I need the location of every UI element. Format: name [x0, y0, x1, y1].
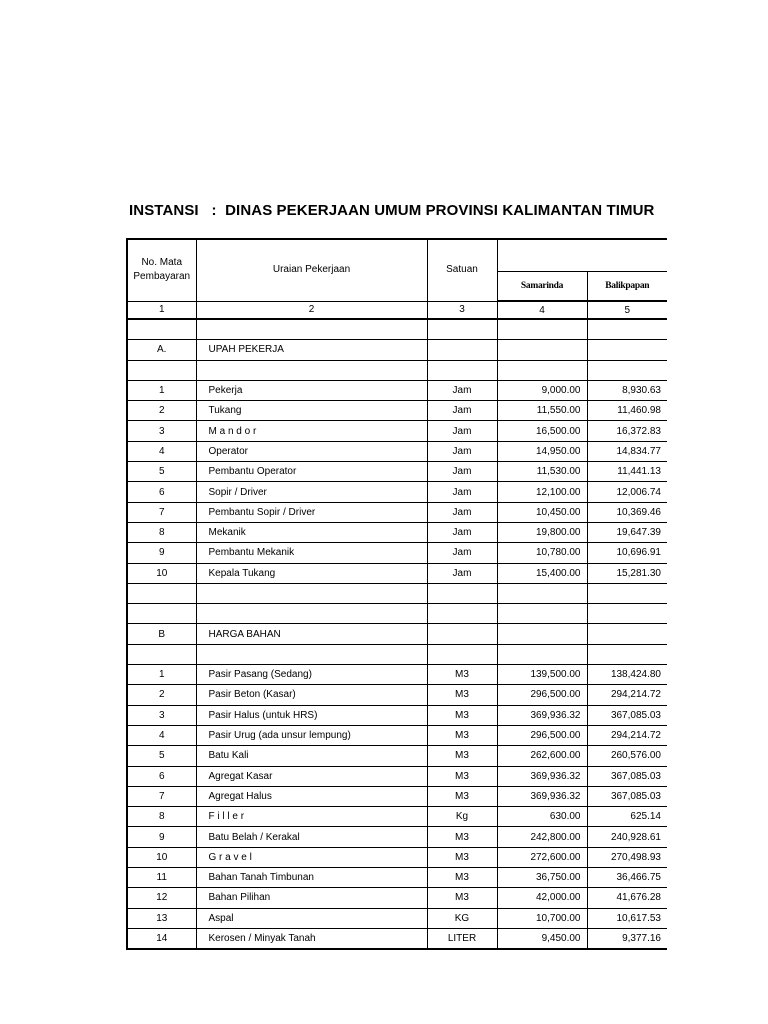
row-price-balikpapan: 240,928.61	[587, 827, 667, 847]
row-description: Pasir Beton (Kasar)	[196, 685, 427, 705]
row-unit	[427, 624, 497, 644]
row-unit: Jam	[427, 380, 497, 400]
row-description: Aspal	[196, 908, 427, 928]
row-price-balikpapan: 138,424.80	[587, 665, 667, 685]
table-row	[127, 786, 667, 806]
table-row	[127, 543, 667, 563]
row-unit: M3	[427, 868, 497, 888]
row-price-balikpapan: 270,498.93	[587, 847, 667, 867]
row-price-balikpapan: 294,214.72	[587, 725, 667, 745]
row-price-samarinda: 14,950.00	[497, 441, 587, 461]
row-number	[127, 644, 196, 664]
header-no: No. Mata Pembayaran	[127, 239, 196, 301]
row-number: 1	[127, 665, 196, 685]
row-description	[196, 604, 427, 624]
row-price-balikpapan: 12,006.74	[587, 482, 667, 502]
row-unit: Jam	[427, 502, 497, 522]
row-description	[196, 583, 427, 603]
row-price-balikpapan: 41,676.28	[587, 888, 667, 908]
table-row	[127, 604, 667, 624]
table-row	[127, 380, 667, 400]
row-unit: M3	[427, 725, 497, 745]
row-price-balikpapan: 16,372.83	[587, 421, 667, 441]
row-number: 10	[127, 847, 196, 867]
row-price-samarinda: 36,750.00	[497, 868, 587, 888]
row-number: 2	[127, 401, 196, 421]
column-number: 1	[127, 301, 196, 319]
row-description: UPAH PEKERJA	[196, 340, 427, 360]
header-satuan: Satuan	[427, 239, 497, 301]
row-unit: Jam	[427, 482, 497, 502]
row-price-samarinda	[497, 604, 587, 624]
row-price-balikpapan: 15,281.30	[587, 563, 667, 583]
row-price-balikpapan	[587, 583, 667, 603]
row-price-samarinda: 10,780.00	[497, 543, 587, 563]
row-price-balikpapan	[587, 340, 667, 360]
row-unit: M3	[427, 827, 497, 847]
row-number	[127, 604, 196, 624]
row-price-balikpapan: 11,441.13	[587, 462, 667, 482]
row-unit: Kg	[427, 807, 497, 827]
row-description: Sopir / Driver	[196, 482, 427, 502]
header-uraian: Uraian Pekerjaan	[196, 239, 427, 301]
row-unit	[427, 319, 497, 340]
row-unit: Jam	[427, 543, 497, 563]
table-row	[127, 908, 667, 928]
row-price-samarinda: 42,000.00	[497, 888, 587, 908]
row-unit: M3	[427, 766, 497, 786]
row-unit: KG	[427, 908, 497, 928]
row-unit: M3	[427, 786, 497, 806]
row-description: Pembantu Sopir / Driver	[196, 502, 427, 522]
row-number	[127, 583, 196, 603]
row-price-samarinda: 11,550.00	[497, 401, 587, 421]
table-row	[127, 340, 667, 360]
column-number: 2	[196, 301, 427, 319]
row-description: Tukang	[196, 401, 427, 421]
row-price-balikpapan	[587, 624, 667, 644]
row-description: Pasir Halus (untuk HRS)	[196, 705, 427, 725]
header-city-samarinda: Samarinda	[497, 272, 587, 302]
row-price-samarinda	[497, 644, 587, 664]
row-price-samarinda	[497, 319, 587, 340]
row-unit: LITER	[427, 928, 497, 949]
row-unit: Jam	[427, 441, 497, 461]
table-row	[127, 563, 667, 583]
row-price-balikpapan: 260,576.00	[587, 746, 667, 766]
row-price-balikpapan: 36,466.75	[587, 868, 667, 888]
row-number: 14	[127, 928, 196, 949]
row-unit: M3	[427, 888, 497, 908]
row-unit: Jam	[427, 462, 497, 482]
row-price-balikpapan: 367,085.03	[587, 786, 667, 806]
row-number: 8	[127, 807, 196, 827]
page-title: INSTANSI : DINAS PEKERJAAN UMUM PROVINSI KALIMANTAN TIMUR	[129, 202, 655, 219]
table-row	[127, 522, 667, 542]
row-number: 2	[127, 685, 196, 705]
row-description: Bahan Tanah Timbunan	[196, 868, 427, 888]
table-row	[127, 441, 667, 461]
row-price-balikpapan: 14,834.77	[587, 441, 667, 461]
table-row	[127, 746, 667, 766]
row-price-samarinda: 242,800.00	[497, 827, 587, 847]
row-price-balikpapan: 10,369.46	[587, 502, 667, 522]
table-row	[127, 685, 667, 705]
row-price-samarinda: 11,530.00	[497, 462, 587, 482]
row-number: 7	[127, 502, 196, 522]
row-unit: M3	[427, 685, 497, 705]
row-description: Batu Belah / Kerakal	[196, 827, 427, 847]
table-row	[127, 847, 667, 867]
row-price-balikpapan: 10,696.91	[587, 543, 667, 563]
price-table	[126, 238, 667, 950]
column-number: 4	[497, 301, 587, 319]
header-price-group	[497, 239, 667, 272]
row-number: 6	[127, 766, 196, 786]
row-price-samarinda: 9,000.00	[497, 380, 587, 400]
row-description: HARGA BAHAN	[196, 624, 427, 644]
row-price-balikpapan: 19,647.39	[587, 522, 667, 542]
row-price-balikpapan: 10,617.53	[587, 908, 667, 928]
row-number: 8	[127, 522, 196, 542]
table-row	[127, 401, 667, 421]
row-unit	[427, 644, 497, 664]
row-description: G r a v e l	[196, 847, 427, 867]
row-price-samarinda: 10,450.00	[497, 502, 587, 522]
row-number: 13	[127, 908, 196, 928]
row-price-balikpapan	[587, 604, 667, 624]
row-number: 1	[127, 380, 196, 400]
table-row	[127, 583, 667, 603]
row-description	[196, 360, 427, 380]
row-description: F i l l e r	[196, 807, 427, 827]
table-row	[127, 705, 667, 725]
row-description: Pasir Pasang (Sedang)	[196, 665, 427, 685]
row-number: 4	[127, 725, 196, 745]
row-price-samarinda: 369,936.32	[497, 786, 587, 806]
table-row	[127, 462, 667, 482]
row-unit: M3	[427, 665, 497, 685]
table-row	[127, 421, 667, 441]
row-price-samarinda: 296,500.00	[497, 685, 587, 705]
row-unit: Jam	[427, 421, 497, 441]
column-number-row	[127, 301, 667, 319]
row-price-balikpapan	[587, 360, 667, 380]
row-price-samarinda: 139,500.00	[497, 665, 587, 685]
row-description: Kepala Tukang	[196, 563, 427, 583]
header-city-balikpapan: Balikpapan	[587, 272, 667, 302]
table-row	[127, 868, 667, 888]
column-number: 5	[587, 301, 667, 319]
row-unit	[427, 340, 497, 360]
row-price-samarinda: 10,700.00	[497, 908, 587, 928]
row-price-samarinda: 262,600.00	[497, 746, 587, 766]
row-description: Kerosen / Minyak Tanah	[196, 928, 427, 949]
row-price-samarinda: 9,450.00	[497, 928, 587, 949]
row-number: 9	[127, 543, 196, 563]
row-unit	[427, 583, 497, 603]
row-description: Agregat Halus	[196, 786, 427, 806]
row-number: 11	[127, 868, 196, 888]
row-price-samarinda	[497, 360, 587, 380]
table-row	[127, 888, 667, 908]
row-unit: M3	[427, 847, 497, 867]
row-price-samarinda	[497, 583, 587, 603]
row-price-samarinda: 272,600.00	[497, 847, 587, 867]
row-price-samarinda: 16,500.00	[497, 421, 587, 441]
row-number: 5	[127, 746, 196, 766]
table-row	[127, 624, 667, 644]
row-unit: Jam	[427, 522, 497, 542]
table-row	[127, 766, 667, 786]
row-price-samarinda	[497, 340, 587, 360]
row-price-balikpapan: 367,085.03	[587, 766, 667, 786]
table-row	[127, 725, 667, 745]
row-unit	[427, 604, 497, 624]
row-price-balikpapan	[587, 319, 667, 340]
row-description: M a n d o r	[196, 421, 427, 441]
row-number: 12	[127, 888, 196, 908]
row-description	[196, 644, 427, 664]
row-description: Pekerja	[196, 380, 427, 400]
row-description: Agregat Kasar	[196, 766, 427, 786]
row-price-samarinda: 369,936.32	[497, 705, 587, 725]
row-price-samarinda: 630.00	[497, 807, 587, 827]
row-number	[127, 319, 196, 340]
row-price-samarinda	[497, 624, 587, 644]
row-unit: M3	[427, 746, 497, 766]
row-number: 4	[127, 441, 196, 461]
row-number: 9	[127, 827, 196, 847]
row-number: A.	[127, 340, 196, 360]
column-number: 3	[427, 301, 497, 319]
table-row	[127, 827, 667, 847]
table-row	[127, 644, 667, 664]
header-row	[127, 239, 667, 272]
row-unit: M3	[427, 705, 497, 725]
row-price-samarinda: 12,100.00	[497, 482, 587, 502]
row-number: 6	[127, 482, 196, 502]
row-description: Pasir Urug (ada unsur lempung)	[196, 725, 427, 745]
row-description: Pembantu Mekanik	[196, 543, 427, 563]
row-description: Batu Kali	[196, 746, 427, 766]
row-price-samarinda: 19,800.00	[497, 522, 587, 542]
row-price-balikpapan: 294,214.72	[587, 685, 667, 705]
row-number: 5	[127, 462, 196, 482]
row-number: 3	[127, 421, 196, 441]
table-row	[127, 319, 667, 340]
row-price-balikpapan: 9,377.16	[587, 928, 667, 949]
row-unit: Jam	[427, 563, 497, 583]
row-price-samarinda: 296,500.00	[497, 725, 587, 745]
table-row	[127, 360, 667, 380]
row-description: Pembantu Operator	[196, 462, 427, 482]
table-row	[127, 482, 667, 502]
row-unit	[427, 360, 497, 380]
row-number: 3	[127, 705, 196, 725]
row-number: B	[127, 624, 196, 644]
row-price-balikpapan: 11,460.98	[587, 401, 667, 421]
row-price-balikpapan: 8,930.63	[587, 380, 667, 400]
row-description: Bahan Pilihan	[196, 888, 427, 908]
row-number	[127, 360, 196, 380]
row-number: 7	[127, 786, 196, 806]
table-row	[127, 502, 667, 522]
row-price-samarinda: 15,400.00	[497, 563, 587, 583]
row-number: 10	[127, 563, 196, 583]
row-price-balikpapan	[587, 644, 667, 664]
row-description: Mekanik	[196, 522, 427, 542]
row-description	[196, 319, 427, 340]
table-row	[127, 928, 667, 949]
row-price-balikpapan: 625.14	[587, 807, 667, 827]
row-description: Operator	[196, 441, 427, 461]
table-row	[127, 665, 667, 685]
row-price-samarinda: 369,936.32	[497, 766, 587, 786]
row-unit: Jam	[427, 401, 497, 421]
row-price-balikpapan: 367,085.03	[587, 705, 667, 725]
table-row	[127, 807, 667, 827]
